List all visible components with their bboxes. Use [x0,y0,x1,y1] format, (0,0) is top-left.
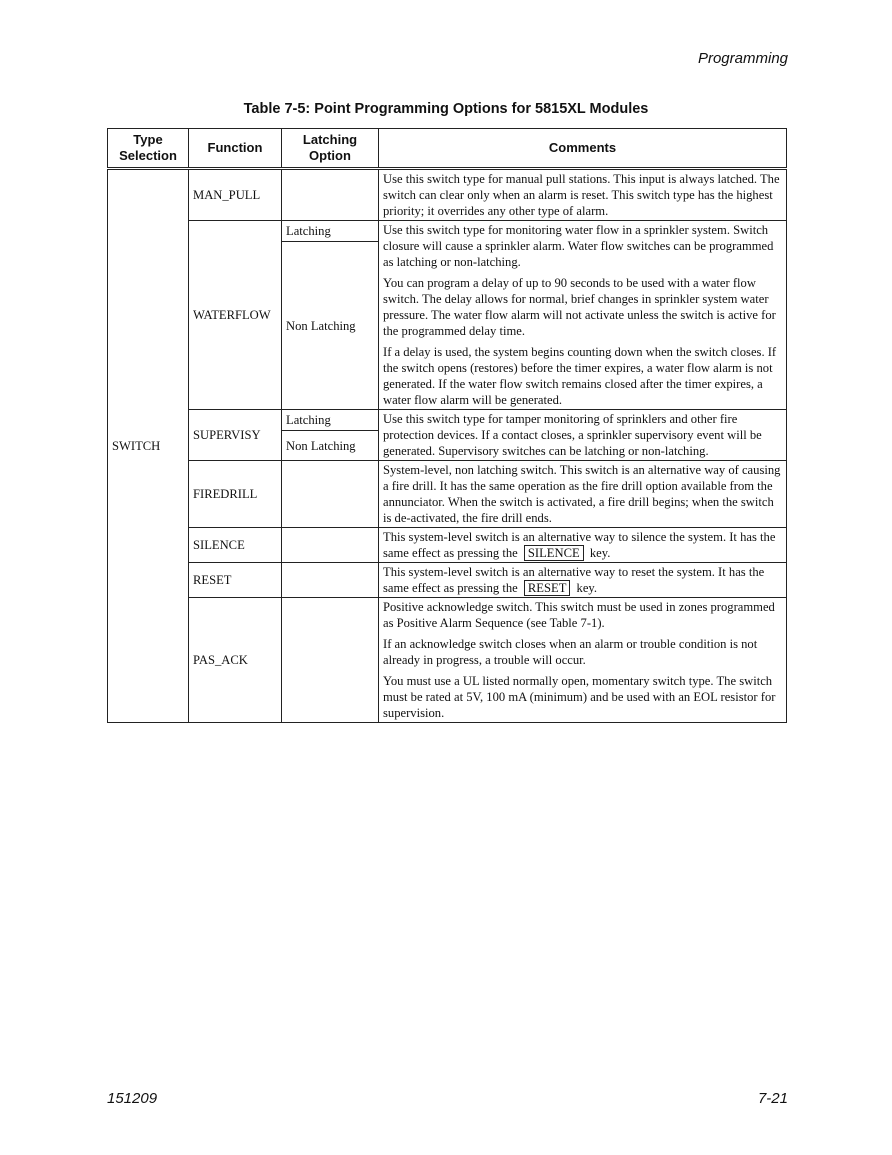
page-number: 7-21 [757,1090,788,1107]
table-header-row [108,129,787,169]
latching-supervisy: Latching [282,410,379,431]
comment-supervisy-text: Use this switch type for tamper monitoring of sprinklers and other fire protection devices. If a contact closes, a sprinkler supervisory event will be generated. Supervisory switches can be latching or non-latching. [383,412,762,458]
comment-silence-text [383,529,782,561]
comment-waterflow-p3: If a delay is used, the system begins counting down when the switch closes. If the switch opens (restores) before the timer expires, a water flow alarm is not generated. If the water flow switch remains closed after the timer expires, a water flow alarm will be generated. [383,345,777,407]
reset-key-label: RESET [524,580,570,596]
header-latching-option [282,129,379,169]
function-reset: RESET [189,563,282,598]
document-number: 151209 [107,1090,158,1107]
table-row-firedrill [108,461,787,528]
comment-silence-post: key. [589,546,611,560]
comment-firedrill [379,461,787,528]
table-row-silence [108,528,787,563]
comment-reset [379,563,787,598]
table-row-pas-ack [108,598,787,723]
comment-man-pull [379,169,787,221]
comment-pas-ack [379,598,787,723]
latching-man-pull [282,169,379,221]
header-type-line1: Type [133,132,163,147]
table-row-man-pull [108,169,787,221]
function-supervisy: SUPERVISY [189,410,282,461]
comment-silence-pre: This system-level switch is an alternative way to silence the system. It has the same effect as pressing the [383,530,776,560]
latching-pas-ack [282,598,379,723]
table-row-reset [108,563,787,598]
function-silence: SILENCE [189,528,282,563]
comment-pas-ack-p2: If an acknowledge switch closes when an alarm or trouble condition is not already in progress, a trouble will occur. [383,637,758,667]
latching-reset [282,563,379,598]
header-latching-line2: Option [309,148,351,163]
comment-firedrill-text: System-level, non latching switch. This switch is an alternative way of causing a fire drill. It has the same operation as the fire drill option available from the annunciator. When the switch is activated, a fire drill begins; when the switch is de-activated, the fire drill ends. [383,463,781,525]
table-row-waterflow-latching [108,221,787,242]
table-caption: Table 7-5: Point Programming Options for 5815XL Modules [243,101,649,117]
header-comments: Comments [379,129,787,169]
header-type-line2: Selection [119,148,177,163]
function-pas-ack: PAS_ACK [189,598,282,723]
comment-reset-pre: This system-level switch is an alternative way to reset the system. It has the same effect as pressing the [383,565,765,595]
section-header: Programming [697,50,788,67]
function-man-pull: MAN_PULL [189,169,282,221]
non-latching-supervisy: Non Latching [282,431,379,461]
comment-reset-text [383,564,782,596]
latching-silence [282,528,379,563]
comment-man-pull-text: Use this switch type for manual pull stations. This input is always latched. The switch can clear only when an alarm is reset. This switch type has the highest priority; it overrides any other type of alarm. [383,172,780,218]
point-programming-table [107,128,787,723]
comment-silence [379,528,787,563]
comment-reset-post: key. [576,581,598,595]
comment-waterflow-p1: Use this switch type for monitoring water flow in a sprinkler system. Switch closure will cause a sprinkler alarm. Water flow switches can be programmed as latching or non-latching. [383,223,774,269]
function-firedrill: FIREDRILL [189,461,282,528]
comment-pas-ack-p1: Positive acknowledge switch. This switch must be used in zones programmed as Positive Alarm Sequence (see Table 7-1). [383,600,775,630]
type-selection-cell: SWITCH [108,169,189,723]
non-latching-waterflow: Non Latching [282,242,379,410]
comment-waterflow [379,221,787,410]
comment-waterflow-p2: You can program a delay of up to 90 seconds to be used with a water flow switch. The delay allows for normal, brief changes in sprinkler system water pressure. The water flow alarm will not activate unless the switch is active for the programmed delay time. [383,276,776,338]
latching-waterflow: Latching [282,221,379,242]
comment-pas-ack-p3: You must use a UL listed normally open, momentary switch type. The switch must be rated at 5V, 100 mA (minimum) and be used with an EOL resistor for supervision. [383,674,776,720]
header-type-selection [108,129,189,169]
table-row-supervisy-latching [108,410,787,431]
function-waterflow: WATERFLOW [189,221,282,410]
header-latching-line1: Latching [302,132,358,147]
comment-supervisy [379,410,787,461]
silence-key-label: SILENCE [524,545,584,561]
header-function: Function [189,129,282,169]
latching-firedrill [282,461,379,528]
